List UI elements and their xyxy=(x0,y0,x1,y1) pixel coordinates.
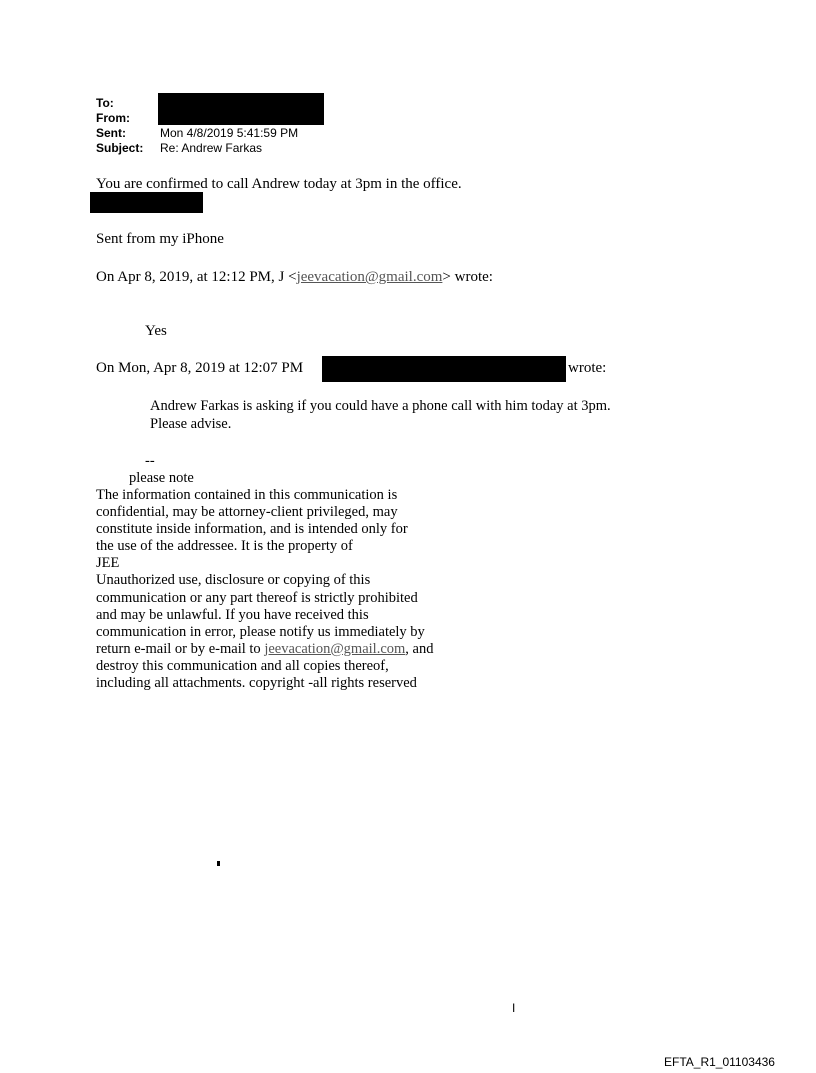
quote-header-1-email-link[interactable]: jeevacation@gmail.com xyxy=(296,269,443,285)
signature-text: Sent from my iPhone xyxy=(96,231,224,247)
disclaimer-line: and may be unlawful. If you have received this xyxy=(96,606,369,623)
disclaimer-line: The information contained in this communication is xyxy=(96,487,398,503)
disclaimer-line: JEE xyxy=(96,555,120,572)
quote-header-1-prefix: On Apr 8, 2019, at 12:12 PM, J < xyxy=(96,269,297,285)
confirmation-text: You are confirmed to call Andrew today at 3pm in the office. xyxy=(96,176,462,192)
request-line-1: Andrew Farkas is asking if you could have a phone call with him today at 3pm. xyxy=(150,398,611,414)
quote-header-1 xyxy=(96,268,493,286)
disclaimer-line: destroy this communication and all copies thereof, xyxy=(96,657,389,674)
reply-yes: Yes xyxy=(145,323,167,339)
redaction-quoted-sender xyxy=(322,356,566,382)
disclaimer-email-suffix: , and xyxy=(405,640,434,657)
disclaimer-line: constitute inside information, and is intended only for xyxy=(96,521,408,538)
disclaimer-line: confidential, may be attorney-client privileged, may xyxy=(96,504,398,521)
subject-value: Re: Andrew Farkas xyxy=(160,141,263,155)
disclaimer-line: communication or any part thereof is strictly prohibited xyxy=(96,589,418,606)
sent-label: Sent: xyxy=(96,126,126,140)
disclaimer-email-line xyxy=(96,641,433,658)
redaction-to-from xyxy=(158,93,324,125)
disclaimer-line: including all attachments. copyright -all rights reserved xyxy=(96,675,417,692)
document-id: EFTA_R1_01103436 xyxy=(664,1055,775,1069)
disclaimer-email-link[interactable]: jeevacation@gmail.com xyxy=(264,640,406,657)
disclaimer-email-prefix: return e-mail or by e-mail to xyxy=(96,640,265,657)
disclaimer-line: the use of the addressee. It is the property of xyxy=(96,538,353,555)
confidentiality-disclaimer xyxy=(96,487,433,692)
please-note: please note xyxy=(129,470,194,486)
quote-header-1-suffix: > wrote: xyxy=(442,269,493,285)
disclaimer-line: Unauthorized use, disclosure or copying of this xyxy=(96,572,371,589)
request-line-2: Please advise. xyxy=(150,416,232,432)
to-label: To: xyxy=(96,96,114,110)
stray-pipe-mark: I xyxy=(512,1001,516,1015)
redaction-sender-name xyxy=(90,192,203,213)
subject-label: Subject: xyxy=(96,141,144,155)
sent-value: Mon 4/8/2019 5:41:59 PM xyxy=(160,126,299,140)
quote-header-2-suffix: wrote: xyxy=(568,360,607,376)
signature-separator: -- xyxy=(145,453,155,469)
disclaimer-line: communication in error, please notify us immediately by xyxy=(96,623,425,640)
quote-header-2-prefix: On Mon, Apr 8, 2019 at 12:07 PM xyxy=(96,360,304,376)
stray-dot-mark xyxy=(217,861,220,866)
from-label: From: xyxy=(96,111,130,125)
